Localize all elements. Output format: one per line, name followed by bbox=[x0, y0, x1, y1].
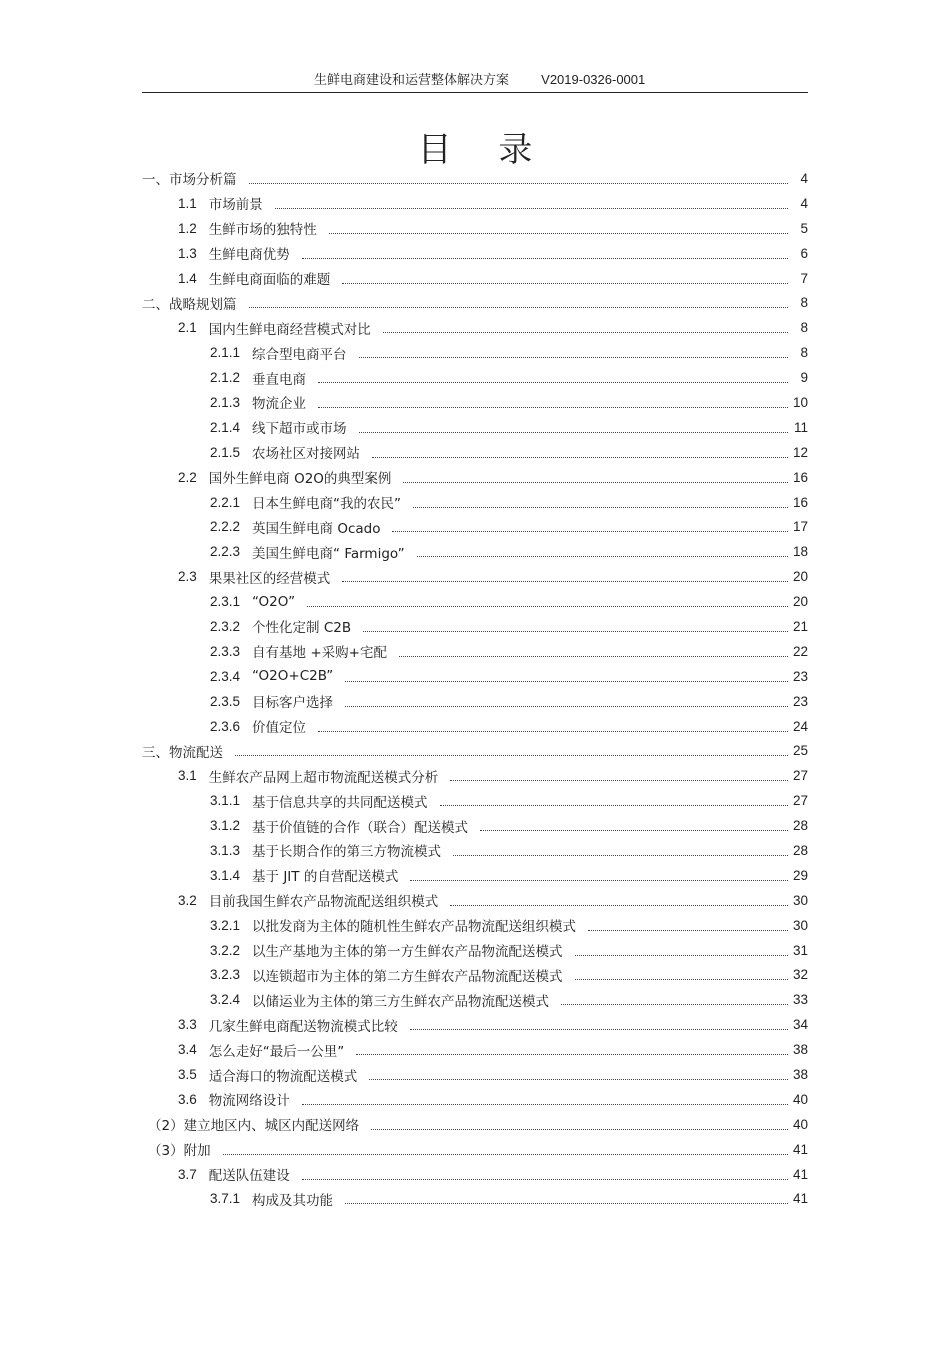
toc-entry-page-number: 27 bbox=[792, 793, 808, 809]
toc-entry-label: 生鲜电商优势 bbox=[208, 247, 290, 264]
toc-entry[interactable] bbox=[142, 440, 808, 465]
dot-leader bbox=[302, 1104, 788, 1105]
toc-entry-page-number: 31 bbox=[792, 942, 808, 958]
toc-entry-number: 1.1 bbox=[178, 195, 197, 211]
dot-leader bbox=[371, 1129, 788, 1130]
dot-leader bbox=[302, 258, 788, 259]
toc-entry[interactable] bbox=[142, 1137, 808, 1162]
toc-entry-page-number: 30 bbox=[792, 917, 808, 933]
toc-entry-page-number: 21 bbox=[792, 618, 808, 634]
dot-leader bbox=[345, 681, 788, 682]
toc-entry-number: 2.1.1 bbox=[210, 345, 241, 361]
toc-entry-label: 基于价值链的合作（联合）配送模式 bbox=[252, 819, 469, 836]
toc-entry[interactable] bbox=[142, 1087, 808, 1112]
toc-entry-label: 美国生鲜电商“ Farmigo” bbox=[252, 545, 405, 562]
dot-leader bbox=[453, 855, 788, 856]
toc-entry-number: 3.2.2 bbox=[210, 942, 241, 958]
toc-entry-page-number: 38 bbox=[792, 1067, 808, 1082]
page-header bbox=[142, 66, 808, 93]
toc-title: 目 录 bbox=[417, 130, 551, 170]
toc-entry-page-number: 8 bbox=[800, 320, 808, 336]
dot-leader bbox=[356, 1054, 788, 1055]
toc-entry-label: 果果社区的经营模式 bbox=[208, 570, 331, 587]
toc-entry-page-number: 9 bbox=[800, 370, 808, 386]
toc-entry-number: 2.2.3 bbox=[210, 544, 241, 560]
toc-entry-page-number: 23 bbox=[792, 668, 808, 684]
toc-entry-page-number: 20 bbox=[792, 594, 808, 610]
dot-leader bbox=[410, 1029, 788, 1030]
toc-entry-number: 3.3 bbox=[178, 1017, 197, 1033]
table-of-contents bbox=[142, 166, 808, 1211]
toc-entry[interactable] bbox=[142, 664, 808, 689]
toc-entry[interactable] bbox=[142, 340, 808, 365]
toc-entry-page-number: 40 bbox=[792, 1116, 808, 1132]
toc-entry-page-number: 27 bbox=[792, 768, 808, 784]
dot-leader bbox=[399, 656, 788, 657]
dot-leader bbox=[372, 457, 788, 458]
dot-leader bbox=[235, 755, 788, 756]
toc-entry-number: 3.1 bbox=[178, 768, 197, 784]
toc-entry-label: 英国生鲜电商 Ocado bbox=[252, 520, 381, 537]
toc-entry-label: 怎么走好“最后一公里” bbox=[208, 1043, 345, 1060]
toc-entry-number: 2.1.4 bbox=[210, 419, 241, 435]
toc-entry[interactable] bbox=[142, 166, 808, 191]
dot-leader bbox=[318, 382, 788, 383]
toc-entry-label: 一、市场分析篇 bbox=[142, 172, 237, 189]
dot-leader bbox=[588, 930, 788, 931]
header-title: 生鲜电商建设和运营整体解决方案 bbox=[314, 73, 510, 88]
toc-entry[interactable] bbox=[142, 315, 808, 340]
toc-entry-number: 2.3.6 bbox=[210, 718, 241, 734]
toc-entry-number: 3.4 bbox=[178, 1042, 197, 1058]
toc-entry-number: 3.2 bbox=[178, 892, 197, 908]
toc-entry[interactable] bbox=[142, 216, 808, 241]
toc-entry[interactable] bbox=[142, 465, 808, 490]
toc-entry-label: 个性化定制 C2B bbox=[252, 620, 352, 637]
toc-entry-number: 2.2.1 bbox=[210, 494, 241, 510]
dot-leader bbox=[345, 706, 788, 707]
toc-entry-page-number: 41 bbox=[792, 1141, 808, 1157]
toc-entry[interactable] bbox=[142, 539, 808, 564]
toc-entry[interactable] bbox=[142, 788, 808, 813]
toc-entry-number: 2.2 bbox=[178, 469, 197, 485]
toc-entry[interactable] bbox=[142, 490, 808, 515]
toc-entry-page-number: 40 bbox=[792, 1091, 808, 1107]
toc-entry-number: 2.1.2 bbox=[210, 370, 241, 386]
dot-leader bbox=[342, 581, 788, 582]
toc-entry[interactable] bbox=[142, 963, 808, 988]
toc-entry[interactable] bbox=[142, 415, 808, 440]
toc-entry-label: 市场前景 bbox=[208, 197, 263, 214]
dot-leader bbox=[307, 606, 788, 607]
toc-entry[interactable] bbox=[142, 838, 808, 863]
toc-entry-page-number: 28 bbox=[792, 842, 808, 858]
toc-entry-label: “O2O+C2B” bbox=[252, 668, 334, 685]
dot-leader bbox=[392, 531, 788, 532]
toc-entry[interactable] bbox=[142, 813, 808, 838]
toc-entry-page-number: 7 bbox=[800, 270, 808, 286]
toc-entry-page-number: 41 bbox=[792, 1191, 808, 1207]
toc-entry-page-number: 32 bbox=[792, 967, 808, 983]
toc-entry-label: 以批发商为主体的随机性生鲜农产品物流配送组织模式 bbox=[252, 919, 577, 936]
toc-entry-label: 三、物流配送 bbox=[142, 744, 223, 761]
toc-entry[interactable] bbox=[142, 987, 808, 1012]
toc-entry-page-number: 23 bbox=[792, 693, 808, 709]
toc-entry-number: 1.4 bbox=[178, 270, 197, 286]
toc-entry-label: 生鲜农产品网上超市物流配送模式分析 bbox=[208, 769, 439, 786]
dot-leader bbox=[318, 731, 788, 732]
dot-leader bbox=[440, 805, 788, 806]
toc-entry-label: （2）建立地区内、城区内配送网络 bbox=[148, 1118, 360, 1135]
dot-leader bbox=[403, 482, 788, 483]
toc-entry-number: 3.1.2 bbox=[210, 818, 241, 834]
toc-entry-page-number: 18 bbox=[792, 544, 808, 560]
toc-entry-number: 3.2.4 bbox=[210, 992, 241, 1008]
header-document-code: V2019-0326-0001 bbox=[541, 72, 646, 87]
toc-entry-label: 以储运业为主体的第三方生鲜农产品物流配送模式 bbox=[252, 993, 550, 1010]
dot-leader bbox=[318, 407, 788, 408]
toc-entry-label: 以连锁超市为主体的第二方生鲜农产品物流配送模式 bbox=[252, 968, 563, 985]
toc-entry-label: 以生产基地为主体的第一方生鲜农产品物流配送模式 bbox=[252, 944, 563, 961]
toc-entry[interactable] bbox=[142, 1062, 808, 1087]
toc-entry[interactable] bbox=[142, 1187, 808, 1212]
toc-entry-label: 生鲜市场的独特性 bbox=[208, 222, 317, 239]
dot-leader bbox=[417, 556, 788, 557]
toc-entry[interactable] bbox=[142, 1112, 808, 1137]
toc-entry-number: 3.6 bbox=[178, 1091, 197, 1107]
toc-entry-label: 线下超市或市场 bbox=[252, 421, 347, 438]
toc-entry-label: 目标客户选择 bbox=[252, 695, 334, 712]
dot-leader bbox=[363, 631, 788, 632]
toc-entry-label: 农场社区对接网站 bbox=[252, 446, 361, 463]
toc-entry-label: 价值定位 bbox=[252, 720, 307, 737]
toc-entry-label: 日本生鲜电商“我的农民” bbox=[252, 496, 402, 513]
toc-entry[interactable] bbox=[142, 888, 808, 913]
toc-entry-page-number: 4 bbox=[800, 195, 808, 211]
dot-leader bbox=[383, 332, 788, 333]
dot-leader bbox=[561, 1004, 788, 1005]
dot-leader bbox=[249, 183, 789, 184]
toc-entry-page-number: 25 bbox=[792, 743, 808, 759]
dot-leader bbox=[450, 905, 788, 906]
toc-entry-page-number: 17 bbox=[792, 519, 808, 535]
toc-entry[interactable] bbox=[142, 564, 808, 589]
toc-entry[interactable] bbox=[142, 1012, 808, 1037]
toc-entry[interactable] bbox=[142, 913, 808, 938]
dot-leader bbox=[480, 830, 788, 831]
toc-entry-number: 2.3.2 bbox=[210, 618, 241, 634]
toc-entry[interactable] bbox=[142, 689, 808, 714]
toc-entry-number: 1.2 bbox=[178, 220, 197, 236]
toc-entry-number: 3.1.1 bbox=[210, 793, 241, 809]
toc-entry-label: 构成及其功能 bbox=[252, 1192, 334, 1209]
toc-entry-page-number: 5 bbox=[800, 220, 808, 236]
toc-entry-page-number: 28 bbox=[792, 818, 808, 834]
toc-entry-label: 基于信息共享的共同配送模式 bbox=[252, 794, 428, 811]
toc-entry-number: 3.7.1 bbox=[210, 1191, 241, 1207]
toc-entry-page-number: 4 bbox=[800, 170, 808, 186]
toc-entry-page-number: 33 bbox=[792, 992, 808, 1008]
dot-leader bbox=[275, 208, 788, 209]
toc-entry[interactable] bbox=[142, 738, 808, 763]
toc-entry-page-number: 11 bbox=[793, 419, 808, 435]
toc-entry-label: 自有基地 +采购+宅配 bbox=[252, 645, 387, 662]
toc-entry[interactable] bbox=[142, 514, 808, 539]
dot-leader bbox=[223, 1154, 788, 1155]
toc-entry[interactable] bbox=[142, 763, 808, 788]
toc-entry-page-number: 12 bbox=[792, 444, 808, 460]
toc-entry-page-number: 41 bbox=[792, 1166, 808, 1182]
toc-entry-number: 2.1.5 bbox=[210, 444, 241, 460]
toc-entry-page-number: 8 bbox=[800, 345, 808, 361]
dot-leader bbox=[410, 880, 788, 881]
toc-entry-label: 垂直电商 bbox=[252, 371, 307, 388]
toc-entry-label: 目前我国生鲜农产品物流配送组织模式 bbox=[208, 894, 439, 911]
toc-entry-number: 3.7 bbox=[178, 1166, 197, 1182]
toc-entry[interactable] bbox=[142, 863, 808, 888]
toc-entry[interactable] bbox=[142, 714, 808, 739]
toc-entry-label: 生鲜电商面临的难题 bbox=[208, 272, 331, 288]
toc-entry-number: 2.1 bbox=[178, 320, 197, 336]
toc-entry-number: 2.1.3 bbox=[210, 394, 241, 410]
toc-entry-label: （3）附加 bbox=[148, 1143, 211, 1160]
toc-entry-number: 1.3 bbox=[178, 245, 197, 261]
toc-entry-number: 2.3 bbox=[178, 569, 197, 585]
toc-entry-number: 2.3.4 bbox=[210, 668, 241, 684]
toc-entry[interactable] bbox=[142, 266, 808, 291]
dot-leader bbox=[575, 979, 788, 980]
toc-entry[interactable] bbox=[142, 241, 808, 266]
dot-leader bbox=[345, 1203, 788, 1204]
dot-leader bbox=[249, 307, 789, 308]
toc-entry[interactable] bbox=[142, 938, 808, 963]
toc-entry-page-number: 16 bbox=[792, 494, 808, 510]
toc-entry[interactable] bbox=[142, 390, 808, 415]
dot-leader bbox=[359, 432, 788, 433]
toc-entry-number: 2.3.1 bbox=[210, 594, 241, 610]
toc-entry-page-number: 24 bbox=[792, 718, 808, 734]
toc-entry-number: 2.2.2 bbox=[210, 519, 241, 535]
toc-entry[interactable] bbox=[142, 365, 808, 390]
toc-entry-label: 综合型电商平台 bbox=[252, 346, 347, 363]
toc-entry-page-number: 34 bbox=[792, 1017, 808, 1033]
toc-entry[interactable] bbox=[142, 290, 808, 315]
toc-entry-label: 二、战略规划篇 bbox=[142, 296, 237, 313]
toc-entry-page-number: 22 bbox=[792, 643, 808, 659]
toc-entry-label: 基于 JIT 的自营配送模式 bbox=[252, 869, 399, 886]
header-text bbox=[314, 69, 645, 88]
toc-entry-number: 2.3.5 bbox=[210, 693, 241, 709]
toc-entry-label: 配送队伍建设 bbox=[208, 1168, 290, 1185]
toc-entry-label: 几家生鲜电商配送物流模式比较 bbox=[208, 1018, 398, 1035]
toc-entry-label: “O2O” bbox=[252, 593, 296, 610]
toc-entry[interactable] bbox=[142, 1037, 808, 1062]
toc-entry-label: 适合海口的物流配送模式 bbox=[208, 1068, 358, 1085]
toc-entry[interactable] bbox=[142, 614, 808, 639]
toc-entry-page-number: 30 bbox=[792, 892, 808, 908]
toc-entry-number: 3.5 bbox=[178, 1067, 197, 1082]
dot-leader bbox=[369, 1079, 788, 1080]
toc-entry-label: 物流企业 bbox=[252, 396, 307, 413]
dot-leader bbox=[302, 1179, 788, 1180]
toc-entry-label: 基于长期合作的第三方物流模式 bbox=[252, 844, 442, 861]
dot-leader bbox=[342, 283, 788, 284]
dot-leader bbox=[329, 233, 788, 234]
toc-entry-number: 3.1.3 bbox=[210, 842, 241, 858]
toc-entry-page-number: 8 bbox=[800, 295, 808, 311]
toc-entry[interactable] bbox=[142, 639, 808, 664]
toc-entry-page-number: 20 bbox=[792, 569, 808, 585]
toc-entry-page-number: 38 bbox=[792, 1042, 808, 1058]
dot-leader bbox=[413, 507, 788, 508]
dot-leader bbox=[359, 357, 788, 358]
toc-entry-page-number: 29 bbox=[792, 867, 808, 883]
toc-entry-label: 国内生鲜电商经营模式对比 bbox=[208, 321, 371, 338]
toc-entry[interactable] bbox=[142, 1162, 808, 1187]
toc-entry-page-number: 6 bbox=[800, 245, 808, 261]
toc-entry-number: 3.1.4 bbox=[210, 867, 241, 883]
toc-entry-page-number: 10 bbox=[792, 394, 808, 410]
toc-entry-label: 国外生鲜电商 O2O的典型案例 bbox=[208, 471, 392, 488]
dot-leader bbox=[575, 955, 788, 956]
toc-entry[interactable] bbox=[142, 191, 808, 216]
toc-entry-label: 物流网络设计 bbox=[208, 1093, 290, 1110]
toc-entry-number: 3.2.3 bbox=[210, 967, 241, 983]
dot-leader bbox=[450, 780, 788, 781]
toc-entry-number: 2.3.3 bbox=[210, 643, 241, 659]
toc-entry-number: 3.2.1 bbox=[210, 917, 241, 933]
toc-entry[interactable] bbox=[142, 589, 808, 614]
toc-entry-page-number: 16 bbox=[792, 469, 808, 485]
